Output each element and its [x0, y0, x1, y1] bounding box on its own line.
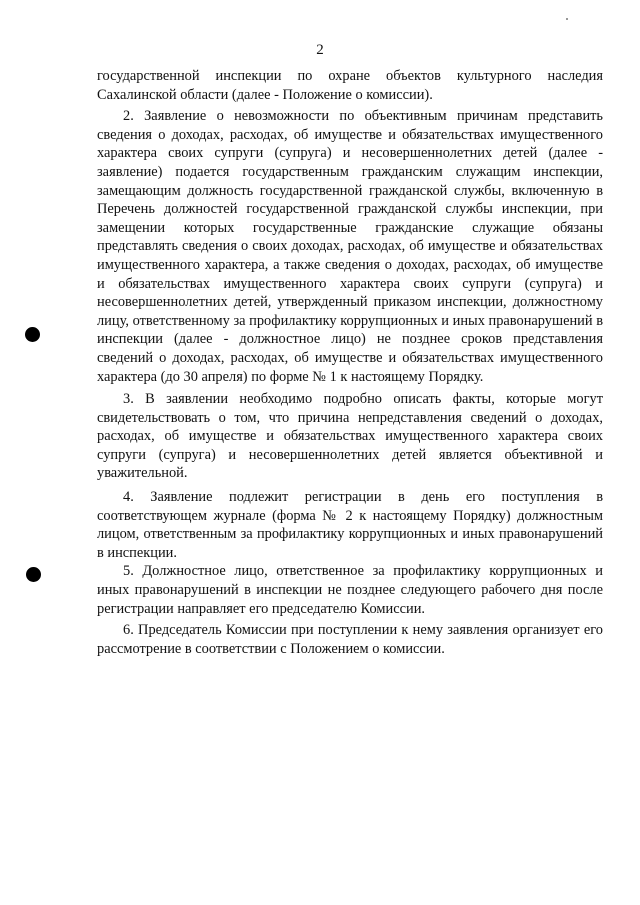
- paragraph-item-2: 2. Заявление о невозможности по объективным причинам представить сведения о доходах, расходах, об имуществе и обязательствах имущественного характера своих супруги (супруга) и несовершеннолетних детей (далее - заявление) подается государственным гражданским служащим инспекции, замещающим должность государственной гражданской службы, включенную в Перечень должностей государственной гражданской службы инспекции, при замещении которых государственные гражданские служащие обязаны представлять сведения о своих доходах, расходах, об имуществе и обязательствах имущественного характера, а также сведения о доходах, расходах, об имуществе и обязательствах имущественного характера своих супруги (супруга) и несовершеннолетних детей, утвержденный приказом инспекции, должностному лицу, ответственному за профилактику коррупционных и иных правонарушений в инспекции (далее - должностное лицо) не позднее сроков представления сведений о доходах, расходах, об имуществе и обязательствах имущественного характера (до 30 апреля) по форме № 1 к настоящему Порядку.: [97, 108, 603, 385]
- paragraph-item-5: 5. Должностное лицо, ответственное за профилактику коррупционных и иных правонарушений в инспекции не позднее следующего рабочего дня после регистрации направляет его председателю Комиссии.: [97, 563, 603, 617]
- scan-speck: [566, 18, 568, 20]
- document-body: [97, 67, 603, 658]
- punch-hole-top: [25, 327, 40, 342]
- page-number: 2: [316, 42, 324, 58]
- paragraph-item-4: 4. Заявление подлежит регистрации в день его поступления в соответствующем журнале (форма № 2 к настоящему Порядку) должностным лицом, ответственным за профилактику коррупционных и иных правонарушений в инспекции.: [97, 489, 603, 561]
- punch-hole-bottom: [26, 567, 41, 582]
- paragraph-item-6: 6. Председатель Комиссии при поступлении к нему заявления организует его рассмотрение в соответствии с Положением о комиссии.: [97, 622, 603, 657]
- paragraph-item-3: 3. В заявлении необходимо подробно описать факты, которые могут свидетельствовать о том, что причина непредставления сведений о доходах, расходах, об имуществе и обязательствах имущественного характера своих супруги (супруга) и несовершеннолетних детей является объективной и уважительной.: [97, 391, 603, 482]
- paragraph-continuation: государственной инспекции по охране объектов культурного наследия Сахалинской области (далее - Положение о комиссии).: [97, 68, 603, 103]
